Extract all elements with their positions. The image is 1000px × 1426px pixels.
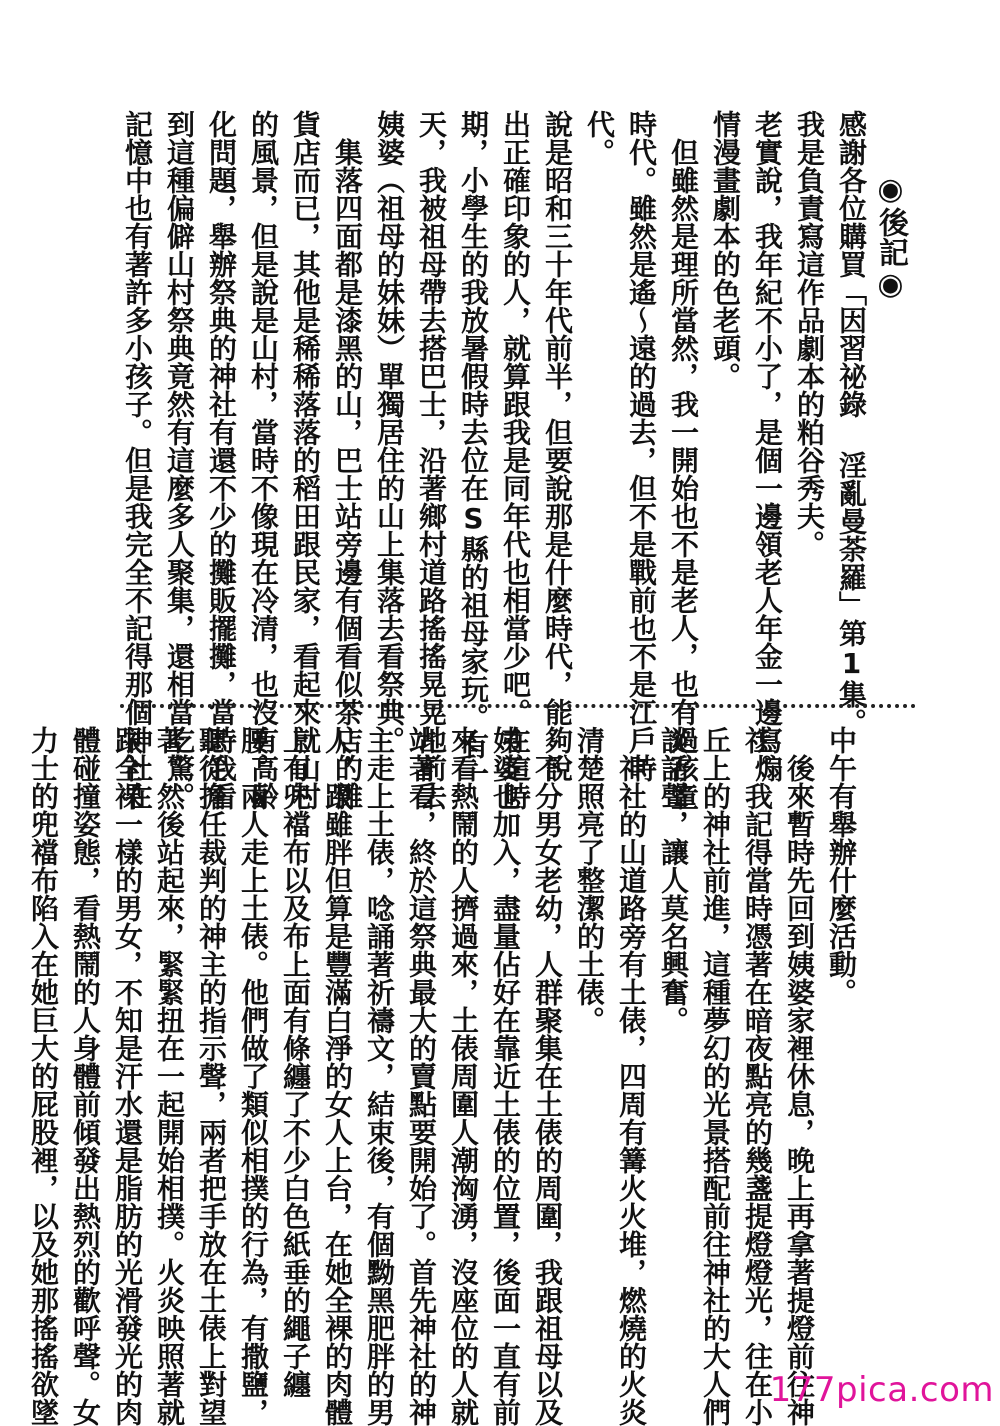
text-column: 談話聲，讓人莫名興奮。 [657, 726, 690, 1034]
text-column: 體碰撞姿態，看熱鬧的人身體前傾發出熱烈的歡呼聲。女 [69, 726, 102, 1426]
text-column: 著，然後站起來，緊緊扭在一起開始相撲。火炎映照著就 [153, 726, 186, 1426]
text-column: 集落四面都是漆黑的山，巴士站旁邊有個看似茶店的雜 [331, 138, 364, 810]
text-column: 姨婆（祖母的妹妹）單獨居住的山上集落去看祭典。 [373, 110, 406, 754]
text-column: 姨婆也加入，盡量佔好在靠近土俵的位置，後面一直有前 [489, 726, 522, 1426]
text-column: 神社的山道路旁有土俵，四周有篝火火堆，燃燒的火炎 [615, 754, 648, 1426]
text-column: 丘上的神社前進，這種夢幻的光景搭配前往神社的大人們 [699, 726, 732, 1426]
text-column: 老實說，我年紀不小了，是個一邊領老人年金一邊寫煽 [751, 110, 784, 782]
text-column: 跟全裸一樣的男女，不知是汗水還是脂肪的光滑發光的肉 [111, 726, 144, 1426]
text-column: 後來暫時先回到姨婆家裡休息，晚上再拿著提燈前往神 [783, 754, 816, 1426]
text-column: 貨店而已，其他是稀稀落落的稻田跟民家，看起來就山村 [289, 110, 322, 810]
text-column: 站著看，終於這祭典最大的賣點要開始了。首先神社的神 [405, 726, 438, 1426]
page-title: ◉後記◉ [873, 172, 908, 302]
text-column: 說是昭和三十年代前半，但要說那是什麼時代，能夠說 [541, 110, 574, 782]
text-column: 腰。兩人走上土俵。他們做了類似相撲的行為，有撒鹽， [237, 726, 270, 1426]
text-column: 感謝各位購買「因習祕錄 淫亂曼荼羅」第1集。 [835, 110, 868, 736]
text-column: 到這種偏僻山村祭典竟然有這麼多人聚集，還相當吃驚。 [163, 110, 196, 810]
dotted-divider [120, 704, 916, 708]
text-column: 但雖然是理所當然，我一開始也不是老人，也有過孩童 [667, 138, 700, 810]
text-column: 出正確印象的人，就算跟我是同年代也相當少吧。在這時 [499, 110, 532, 810]
text-column: 社。我記得當時憑著在暗夜點亮的幾盞提燈燈光，往在小 [741, 726, 774, 1426]
text-column: 人，跟雖胖但算是豐滿白淨的女人上台，在她全裸的肉體 [321, 726, 354, 1426]
text-column: 天，我被祖母帶去搭巴士，沿著鄉村道路搖搖晃晃地前去 [415, 110, 448, 810]
text-column: 主走上土俵，唸誦著祈禱文，結束後，有個黝黑肥胖的男 [363, 726, 396, 1426]
bottom-text-block [22, 726, 862, 1426]
text-column: 中午有舉辦什麼活動。 [825, 726, 858, 1006]
text-column: 化問題，舉辦祭典的神社有還不少的攤販擺攤，當時我看 [205, 110, 238, 810]
text-column: 不分男女老幼，人群聚集在土俵的周圍，我跟祖母以及 [531, 754, 564, 1426]
text-column: 來看熱鬧的人擠過來，土俵周圍人潮洶湧，沒座位的人就 [447, 726, 480, 1426]
text-column: 力士的兜襠布陷入在她巨大的屁股裡，以及她那搖搖欲墜 [27, 726, 60, 1426]
text-column: 上有兜襠布以及布上面有條纏了不少白色紙垂的繩子纏 [279, 726, 312, 1398]
top-text-block [116, 110, 872, 810]
text-column: 的風景，但是說是山村，當時不像現在冷清，也沒有高齡 [247, 110, 280, 810]
text-column: 記憶中也有著許多小孩子。但是我完全不記得那個神社在 [121, 110, 154, 810]
text-column: 聽從擔任裁判的神主的指示聲，兩者把手放在土俵上對望 [195, 726, 228, 1426]
text-column: 時代。雖然是遙～遠的過去，但不是戰前也不是江戶時 [625, 110, 658, 782]
watermark: 177pica.com [769, 1370, 994, 1410]
text-column: 代。 [583, 110, 616, 166]
text-column: 清楚照亮了整潔的土俵。 [573, 726, 606, 1034]
text-column: 我是負責寫這作品劇本的粕谷秀夫。 [793, 110, 826, 558]
text-column: 期，小學生的我放暑假時去位在S縣的祖母家玩。有一 [457, 110, 490, 787]
text-column: 情漫畫劇本的色老頭。 [709, 110, 742, 390]
